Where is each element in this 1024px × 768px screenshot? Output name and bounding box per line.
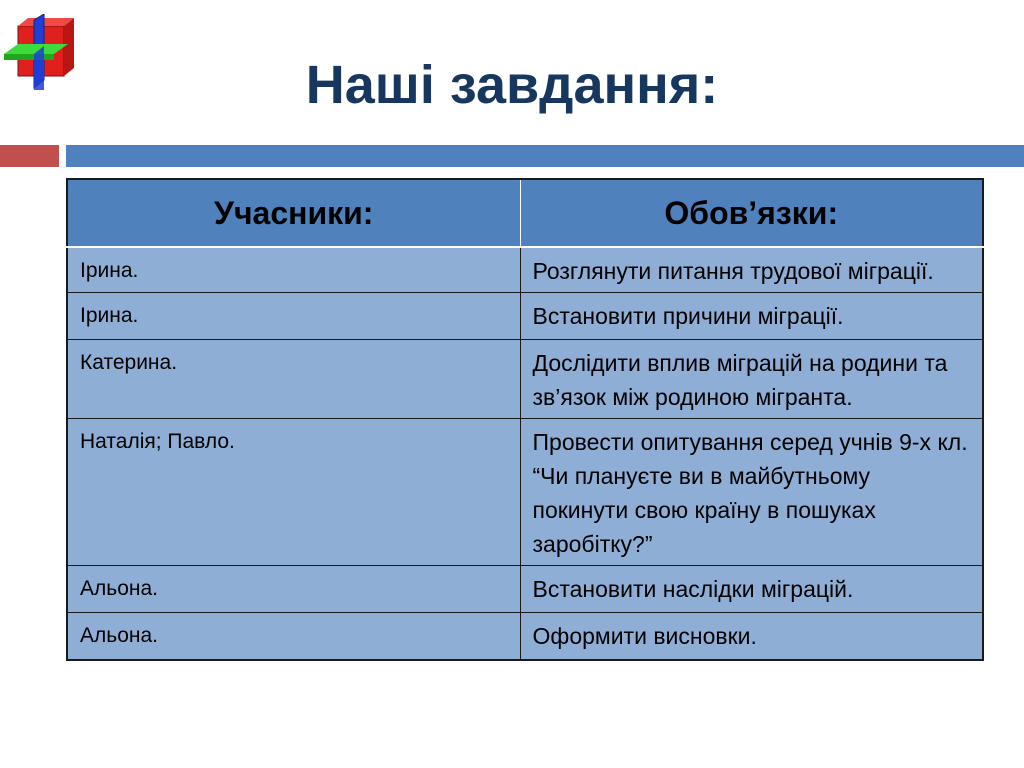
duty-cell: Встановити причини міграції. [520, 293, 983, 340]
tasks-table-container [66, 178, 982, 661]
slide-title: Наші завдання: [305, 55, 719, 115]
header-participants: Учасники: [67, 179, 520, 247]
duty-cell: Встановити наслідки міграцій. [520, 566, 983, 613]
participant-cell: Альона. [67, 613, 520, 661]
participant-cell: Наталія; Павло. [67, 419, 520, 566]
table-row [67, 566, 983, 613]
duty-cell: Оформити висновки. [520, 613, 983, 661]
table-row [67, 340, 983, 419]
participant-cell: Катерина. [67, 340, 520, 419]
participant-cell: Альона. [67, 566, 520, 613]
header-duties: Обов’язки: [520, 179, 983, 247]
title-divider-accent [0, 145, 59, 167]
duty-cell: Розглянути питання трудової міграції. [520, 247, 983, 293]
participant-cell: Ірина. [67, 293, 520, 340]
table-row [67, 247, 983, 293]
participant-cell: Ірина. [67, 247, 520, 293]
table-row [67, 293, 983, 340]
duty-cell: Дослідити вплив міграцій на родини та зв’язок між родиною мігранта. [520, 340, 983, 419]
duty-cell: Провести опитування серед учнів 9-х кл. “Чи плануєте ви в майбутньому покинути свою країну в пошуках заробітку?” [520, 419, 983, 566]
table-row [67, 613, 983, 661]
table-header-row [67, 179, 983, 247]
tasks-table [66, 178, 984, 661]
title-divider-bar [66, 145, 1024, 167]
table-row [67, 419, 983, 566]
